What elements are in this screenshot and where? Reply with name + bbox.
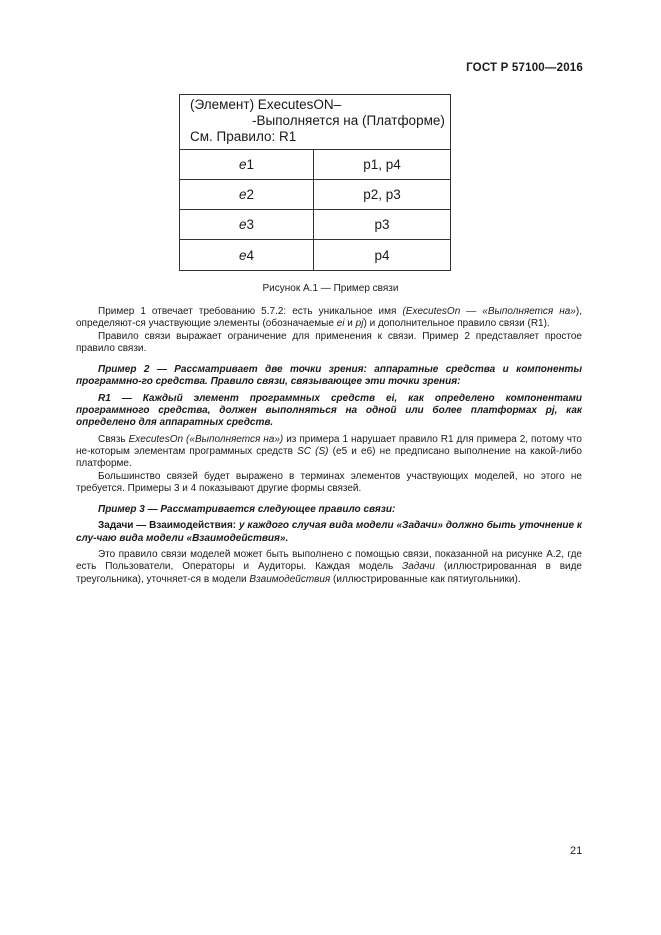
paragraph-implementation: Это правило связи моделей может быть выполнено с помощью связи, показанной на рисунке А.2, где есть Пользователи, Операторы и Аудиторы. Каждая модель Задачи (иллюстрированная в виде треугольника), уточняет-ся в модели Взаимодействия (иллюстрированные как пятиугольники). — [76, 549, 582, 585]
figure-table — [180, 150, 450, 270]
figure-heading-line3: См. Правило: R1 — [190, 129, 297, 144]
element-cell: e 2 — [180, 180, 314, 210]
paragraph-majority: Большинство связей будет выражено в терминах элементов участвующих моделей, но этого не требуется. Примеры 3 и 4 показывают другие формы связей. — [76, 470, 582, 494]
relation-figure — [179, 94, 451, 271]
figure-caption: Рисунок А.1 — Пример связи — [262, 283, 399, 294]
paragraph-example2: Пример 2 — Рассматривает две точки зрения: аппаратные средства и компоненты программно-го средства. Правило связи, связывающее эти точки зрения: — [76, 364, 582, 388]
figure-heading — [180, 95, 450, 150]
element-cell: e 4 — [180, 240, 314, 270]
element-cell: e 3 — [180, 210, 314, 240]
platform-cell: p3 — [314, 210, 450, 240]
standard-header: ГОСТ Р 57100—2016 — [466, 62, 583, 74]
platform-cell: p1, p4 — [314, 150, 450, 180]
body-text — [76, 306, 582, 586]
platform-cell: p2, p3 — [314, 180, 450, 210]
figure-heading-line1: (Элемент) ExecutesON– — [190, 97, 342, 112]
paragraph-tasks: Задачи — Взаимодействия: у каждого случая вида модели «Задачи» должно быть уточнение к слу-чаю вида модели «Взаимодействия». — [76, 520, 583, 544]
platform-cell: p4 — [374, 247, 390, 263]
page-number: 21 — [570, 845, 583, 857]
paragraph-executeson: Связь ExecutesOn («Выполняется на») из примера 1 нарушает правило R1 для примера 2, потому что не-которым элементам программных средств SC (S) (e5 и e6) не предписано выполнение на какой-либо платформе. — [76, 433, 582, 470]
paragraph-example3: Пример 3 — Рассматривается следующее правило связи: — [98, 504, 396, 516]
element-cell: e 1 — [180, 150, 314, 180]
paragraph-example1: Пример 1 отвечает требованию 5.7.2: есть уникальное имя (ExecutesOn — «Выполняется на»), определяют-ся участвующие элементы (обозначаемые ei и pj) и дополнительное правило связи (R1). — [76, 306, 582, 330]
paragraph-r1: R1 — Каждый элемент программных средств ei, как определено компонентами программного средства, должен выполняться на одной или более платформах pj, как определено для аппаратных средств. — [76, 392, 582, 429]
paragraph-rule: Правило связи выражает ограничение для применения к связи. Пример 2 представляет простое правило связи. — [76, 330, 582, 354]
figure-heading-line2: -Выполняется на (Платформе) — [252, 113, 445, 128]
